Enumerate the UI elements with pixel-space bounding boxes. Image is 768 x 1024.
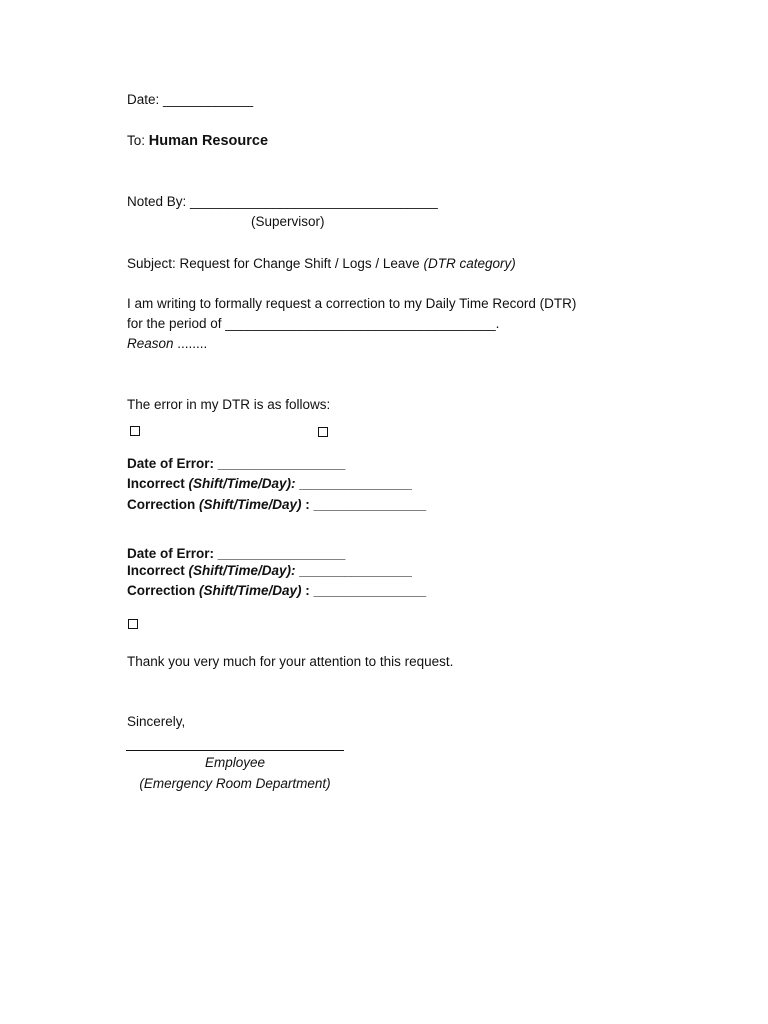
entry-1-date: [127, 455, 345, 473]
incorrect-label: Incorrect: [127, 563, 189, 578]
to-line: [127, 132, 268, 150]
correction-blank: : _______________: [301, 583, 427, 598]
checkbox-2[interactable]: [318, 427, 328, 437]
checkbox-1[interactable]: [130, 426, 140, 436]
subject-text: Subject: Request for Change Shift / Logs / Leave: [127, 256, 420, 271]
date-blank: ____________: [163, 92, 254, 107]
subject-line: [127, 255, 516, 273]
incorrect-paren: (Shift/Time/Day):: [188, 476, 296, 491]
date-of-error-blank: _________________: [214, 456, 346, 471]
to-label: To:: [127, 133, 146, 148]
correction-label: Correction: [127, 497, 200, 512]
body-line-1: I am writing to formally request a correction to my Daily Time Record (DTR): [127, 296, 577, 311]
correction-paren: (Shift/Time/Day): [199, 497, 302, 512]
incorrect-paren: (Shift/Time/Day):: [188, 563, 296, 578]
date-of-error-label: Date of Error:: [127, 546, 215, 561]
entry-2-correction: [127, 582, 426, 600]
signer-title: Employee: [204, 755, 266, 770]
entry-2-date: [127, 545, 345, 563]
checkbox-3[interactable]: [128, 619, 138, 629]
supervisor-label: (Supervisor): [251, 214, 325, 229]
incorrect-blank: _______________: [295, 476, 412, 491]
incorrect-label: Incorrect: [127, 476, 189, 491]
date-of-error-label: Date of Error:: [127, 456, 215, 471]
recipient: Human Resource: [148, 133, 269, 149]
noted-by-line: [127, 193, 438, 211]
correction-label: Correction: [127, 583, 200, 598]
noted-by-label: Noted By:: [127, 194, 187, 209]
body-line-2: for the period of ____________________________________.: [127, 316, 500, 331]
date-label: Date:: [127, 92, 160, 107]
incorrect-blank: _______________: [295, 563, 412, 578]
closing-line: Sincerely,: [127, 714, 186, 729]
reason-line: [127, 335, 207, 353]
reason-label: Reason: [127, 336, 174, 351]
error-intro: The error in my DTR is as follows:: [127, 397, 331, 412]
thanks-line: Thank you very much for your attention to this request.: [127, 654, 454, 669]
noted-by-blank: _________________________________: [190, 194, 438, 209]
date-of-error-blank: _________________: [214, 546, 346, 561]
correction-blank: : _______________: [301, 497, 427, 512]
date-line: [127, 91, 253, 109]
signature-line: [126, 750, 344, 751]
signer-department: (Emergency Room Department): [139, 776, 331, 791]
entry-2-incorrect: [127, 562, 412, 580]
subject-category: (DTR category): [423, 256, 516, 271]
entry-1-correction: [127, 496, 426, 514]
reason-dots: ........: [173, 336, 208, 351]
entry-1-incorrect: [127, 475, 412, 493]
correction-paren: (Shift/Time/Day): [199, 583, 302, 598]
